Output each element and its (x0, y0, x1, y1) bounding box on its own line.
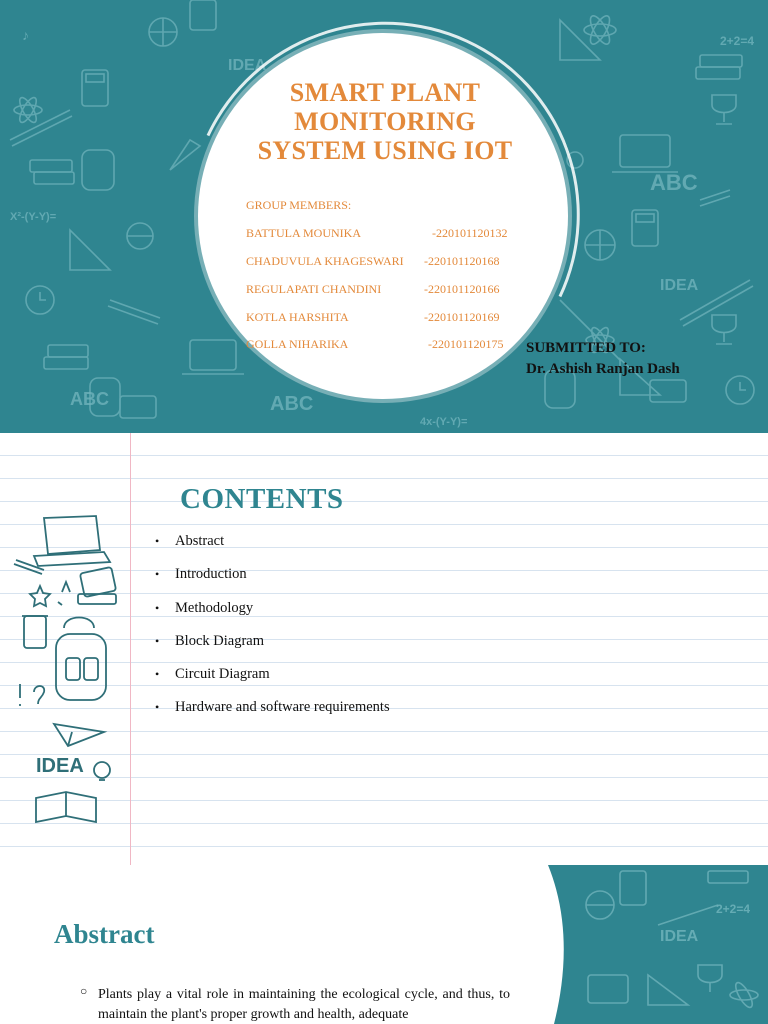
presentation-title: SMART PLANT MONITORING SYSTEM USING IOT (257, 78, 513, 165)
school-doodle-cluster (6, 508, 124, 828)
svg-text:X²-(Y-Y)=: X²-(Y-Y)= (10, 211, 57, 223)
member-name: BATTULA MOUNIKA (246, 226, 361, 240)
paper-plane-icon (54, 724, 104, 746)
member-name: KOTLA HARSHITA (246, 310, 349, 324)
member-name: CHADUVULA KHAGESWARI (246, 254, 404, 268)
globe-icon (127, 223, 153, 249)
svg-text:2+2=4: 2+2=4 (720, 34, 755, 48)
pencil-icon (14, 560, 44, 574)
abstract-paragraph: Plants play a vital role in maintaining the ecological cycle, and thus, to maintain the plant's proper growth and health, adequate (98, 987, 510, 1022)
member-name: REGULAPATI CHANDINI (246, 282, 382, 296)
idea-doodle-text: IDEA (36, 755, 84, 777)
member-name: GOLLA NIHARIKA (246, 337, 349, 351)
svg-text:IDEA: IDEA (660, 277, 699, 294)
bullet-icon: • (155, 633, 160, 648)
svg-text:IDEA: IDEA (660, 928, 699, 945)
bullet-icon: • (155, 534, 160, 548)
lightbulb-icon (94, 762, 110, 780)
idea-doodle-text: IDEA (228, 57, 267, 74)
member-id: -220101120132 (432, 226, 508, 240)
member-id: -220101120166 (424, 282, 500, 296)
submitted-to-block (526, 338, 680, 380)
bullet-icon: ○ (80, 984, 88, 998)
abstract-slide (0, 865, 768, 1024)
globe-icon (149, 18, 177, 46)
star-icon (30, 586, 50, 606)
svg-text:ABC: ABC (270, 393, 314, 415)
notebook-margin-line (130, 433, 131, 865)
submitted-to-label: SUBMITTED TO: (526, 340, 646, 356)
bullet-icon: • (155, 700, 160, 715)
abstract-heading: Abstract (54, 919, 155, 949)
svg-text:2+2=4: 2+2=4 (716, 902, 751, 916)
group-members-label: GROUP MEMBERS: (246, 198, 352, 212)
member-id: -220101120168 (424, 254, 500, 268)
bullet-icon: • (155, 567, 160, 582)
laptop-icon (34, 516, 110, 566)
coffee-cup-icon (22, 616, 48, 648)
bullet-icon: • (155, 667, 160, 682)
backpack-icon (56, 618, 106, 701)
contents-heading: CONTENTS (180, 483, 344, 515)
open-book-icon (36, 792, 96, 822)
exclamation-icon (20, 684, 44, 706)
member-id: -220101120169 (424, 310, 500, 324)
svg-text:ABC: ABC (70, 389, 109, 409)
contents-slide: IDEA CONTENTS • Abstract • Introduction • Methodology • Block Diagram • Circuit Diagram • Hardware and software requirements (0, 433, 768, 865)
svg-text:4x-(Y-Y)=: 4x-(Y-Y)= (420, 416, 468, 428)
svg-text:ABC: ABC (650, 170, 698, 195)
member-id: -220101120175 (428, 337, 504, 351)
title-slide (0, 0, 768, 433)
school-doodle-pattern (548, 865, 768, 1024)
submitted-to-name: Dr. Ashish Ranjan Dash (526, 361, 680, 377)
globe-icon (585, 230, 615, 260)
stacked-books-icon (78, 567, 116, 604)
svg-text:♪: ♪ (22, 27, 29, 43)
bullet-icon: • (155, 600, 160, 615)
